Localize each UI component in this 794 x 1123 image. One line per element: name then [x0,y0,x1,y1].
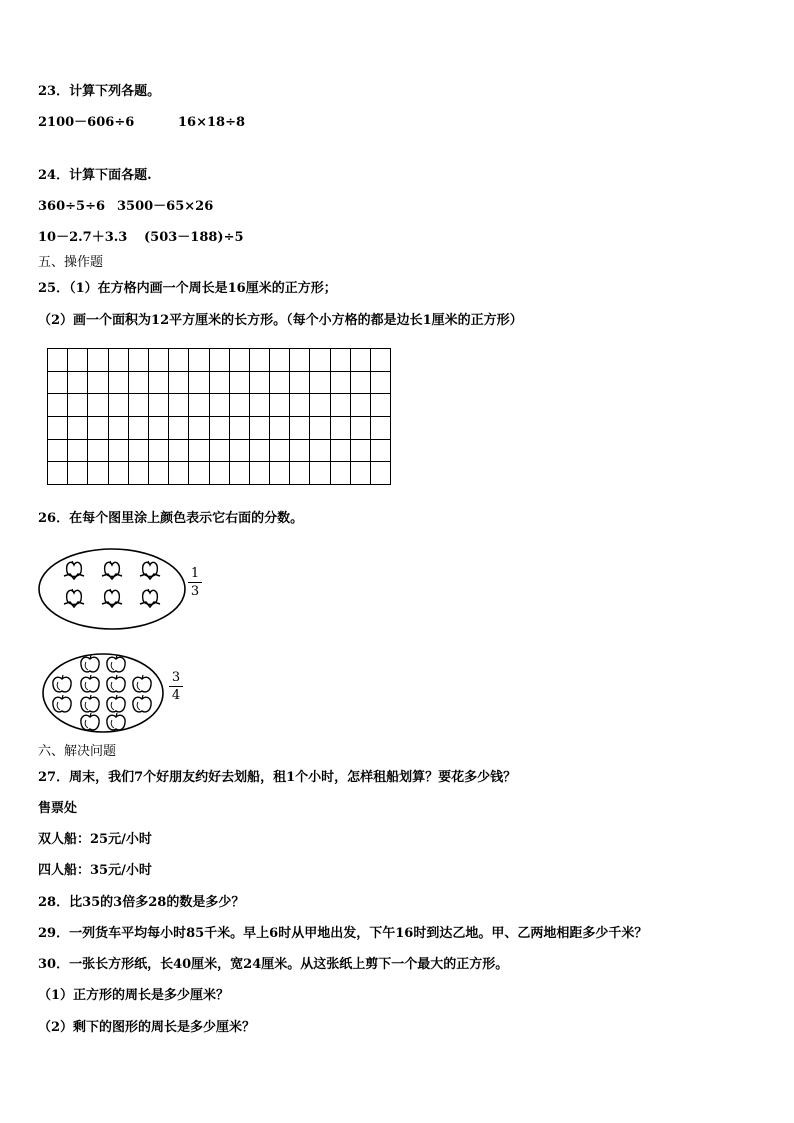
ellipse-outline [39,549,185,629]
grid-cell [148,462,168,485]
grid-cell [310,417,330,440]
grid-cell [48,462,68,485]
grid-cell [249,439,269,462]
section-6-title: 六、解决问题 [38,744,117,759]
grid-cell [229,371,249,394]
fraction-denominator: 3 [190,584,200,599]
grid-cell [350,417,370,440]
grid-row [48,439,391,462]
grid-cell [148,417,168,440]
grid-cell [350,394,370,417]
grid-cell [270,417,290,440]
grid-cell [290,439,310,462]
peach-icon [102,561,122,579]
grid-cell [48,371,68,394]
grid-cell [108,462,128,485]
apple-icon [107,713,125,730]
grid-cell [169,417,189,440]
price-four-person-boat: 四人船：35元/小时 [38,863,152,878]
grid-cell [88,417,108,440]
q24-expression-2: 3500－65×26 [117,199,214,214]
q24-title: 24．计算下面各题. [38,168,152,183]
grid-cell [68,371,88,394]
apple-icon [133,675,151,692]
q25-part-1: 25．（1）在方格内画一个周长是16厘米的正方形； [38,281,337,296]
grid-cell [128,462,148,485]
grid-cell [330,371,350,394]
grid-cell [310,439,330,462]
peach-icon [102,589,122,607]
fraction-1-3 [188,566,202,599]
grid-cell [350,439,370,462]
grid-cell [148,394,168,417]
grid-cell [229,417,249,440]
q24-expression-3: 10－2.7＋3.3 [38,230,128,245]
peach-group [64,561,160,607]
peach-icon [140,561,160,579]
fraction-3-4 [169,670,183,703]
grid-cell [330,394,350,417]
grid-row [48,394,391,417]
grid-cell [128,439,148,462]
grid-cell [209,349,229,372]
q23-expression-2: 16×18÷8 [178,115,246,130]
grid-cell [68,417,88,440]
grid-cell [88,439,108,462]
grid-row [48,371,391,394]
q25-part-2: （2）画一个面积为12平方厘米的长方形。（每个小方格的都是边长1厘米的正方形） [38,313,523,328]
grid-cell [68,462,88,485]
ellipse-outline [43,654,163,732]
grid-cell [270,371,290,394]
grid-cell [229,462,249,485]
q23-title: 23．计算下列各题。 [38,84,161,99]
grid-cell [310,394,330,417]
apple-icon [53,695,71,712]
grid-cell [310,349,330,372]
grid-cell [249,349,269,372]
grid-row [48,417,391,440]
peach-icon [140,589,160,607]
grid-cell [189,462,209,485]
q24-expression-1: 360÷5÷6 [38,199,106,214]
grid-cell [330,462,350,485]
grid-cell [148,349,168,372]
grid-cell [48,394,68,417]
fraction-denominator: 4 [171,688,181,703]
grid-cell [229,439,249,462]
grid-cell [48,417,68,440]
grid-cell [108,439,128,462]
grid-cell [189,439,209,462]
apple-icon [53,675,71,692]
grid-cell [330,349,350,372]
grid-cell [128,417,148,440]
ticket-office-label: 售票处 [38,801,78,816]
grid-cell [108,349,128,372]
grid-cell [371,439,391,462]
grid-cell [189,417,209,440]
grid-cell [128,349,148,372]
grid-cell [249,394,269,417]
q23-expression-1: 2100－606÷6 [38,115,135,130]
q28-title: 28．比35的3倍多28的数是多少？ [38,895,245,910]
fraction-numerator: 1 [190,566,200,581]
grid-cell [189,371,209,394]
grid-cell [169,439,189,462]
section-5-title: 五、操作题 [38,255,104,270]
grid-cell [209,371,229,394]
grid-cell [88,394,108,417]
grid-cell [88,462,108,485]
grid-cell [68,439,88,462]
grid-cell [108,417,128,440]
grid-cell [290,417,310,440]
grid-cell [169,349,189,372]
grid-cell [68,349,88,372]
q26-title: 26．在每个图里涂上颜色表示它右面的分数。 [38,511,304,526]
grid-cell [350,349,370,372]
grid-cell [108,371,128,394]
apple-icon [107,655,125,672]
grid-cell [209,394,229,417]
grid-cell [128,371,148,394]
q24-expression-4: (503－188)÷5 [144,230,244,245]
grid-cell [128,394,148,417]
grid-cell [88,349,108,372]
grid-cell [189,394,209,417]
grid-cell [148,371,168,394]
square-grid [47,348,391,485]
grid-cell [169,462,189,485]
apple-icon [133,695,151,712]
apple-icon [81,695,99,712]
grid-cell [310,462,330,485]
q30-sub-2: （2）剩下的图形的周长是多少厘米？ [38,1020,256,1035]
grid-cell [290,371,310,394]
grid-cell [330,417,350,440]
grid-cell [169,371,189,394]
grid-cell [270,394,290,417]
fraction-numerator: 3 [171,670,181,685]
grid-cell [290,349,310,372]
grid-cell [209,439,229,462]
apple-icon [81,655,99,672]
grid-cell [48,349,68,372]
grid-cell [371,371,391,394]
price-two-person-boat: 双人船：25元/小时 [38,832,152,847]
apple-group [53,655,151,730]
grid-cell [88,371,108,394]
peach-ellipse-figure [38,548,188,630]
grid-cell [371,394,391,417]
grid-cell [290,462,310,485]
q30-title: 30．一张长方形纸，长40厘米，宽24厘米。从这张纸上剪下一个最大的正方形。 [38,957,509,972]
apple-ellipse-figure [42,652,166,734]
grid-cell [330,439,350,462]
grid-cell [270,462,290,485]
grid-cell [48,439,68,462]
grid-cell [270,439,290,462]
apple-icon [81,675,99,692]
grid-cell [68,394,88,417]
grid-cell [229,349,249,372]
q29-title: 29．一列货车平均每小时85千米。早上6时从甲地出发，下午16时到达乙地。甲、乙两地相距多少千米？ [38,926,648,941]
grid-cell [249,462,269,485]
grid-cell [169,394,189,417]
grid-cell [108,394,128,417]
grid-cell [249,417,269,440]
grid-cell [270,349,290,372]
grid-cell [209,462,229,485]
q27-title: 27．周末，我们7个好朋友约好去划船，租1个小时，怎样租船划算？要花多少钱？ [38,770,517,785]
grid-cell [209,417,229,440]
grid-cell [371,462,391,485]
grid-cell [229,394,249,417]
grid-cell [371,417,391,440]
peach-icon [64,561,84,579]
grid-cell [148,439,168,462]
grid-cell [249,371,269,394]
grid-row [48,462,391,485]
grid-cell [189,349,209,372]
grid-cell [371,349,391,372]
grid-cell [350,462,370,485]
q30-sub-1: （1）正方形的周长是多少厘米？ [38,988,230,1003]
apple-icon [107,675,125,692]
apple-icon [107,695,125,712]
grid-row [48,349,391,372]
grid-cell [310,371,330,394]
grid-cell [350,371,370,394]
grid-cell [290,394,310,417]
peach-icon [64,589,84,607]
apple-icon [81,713,99,730]
